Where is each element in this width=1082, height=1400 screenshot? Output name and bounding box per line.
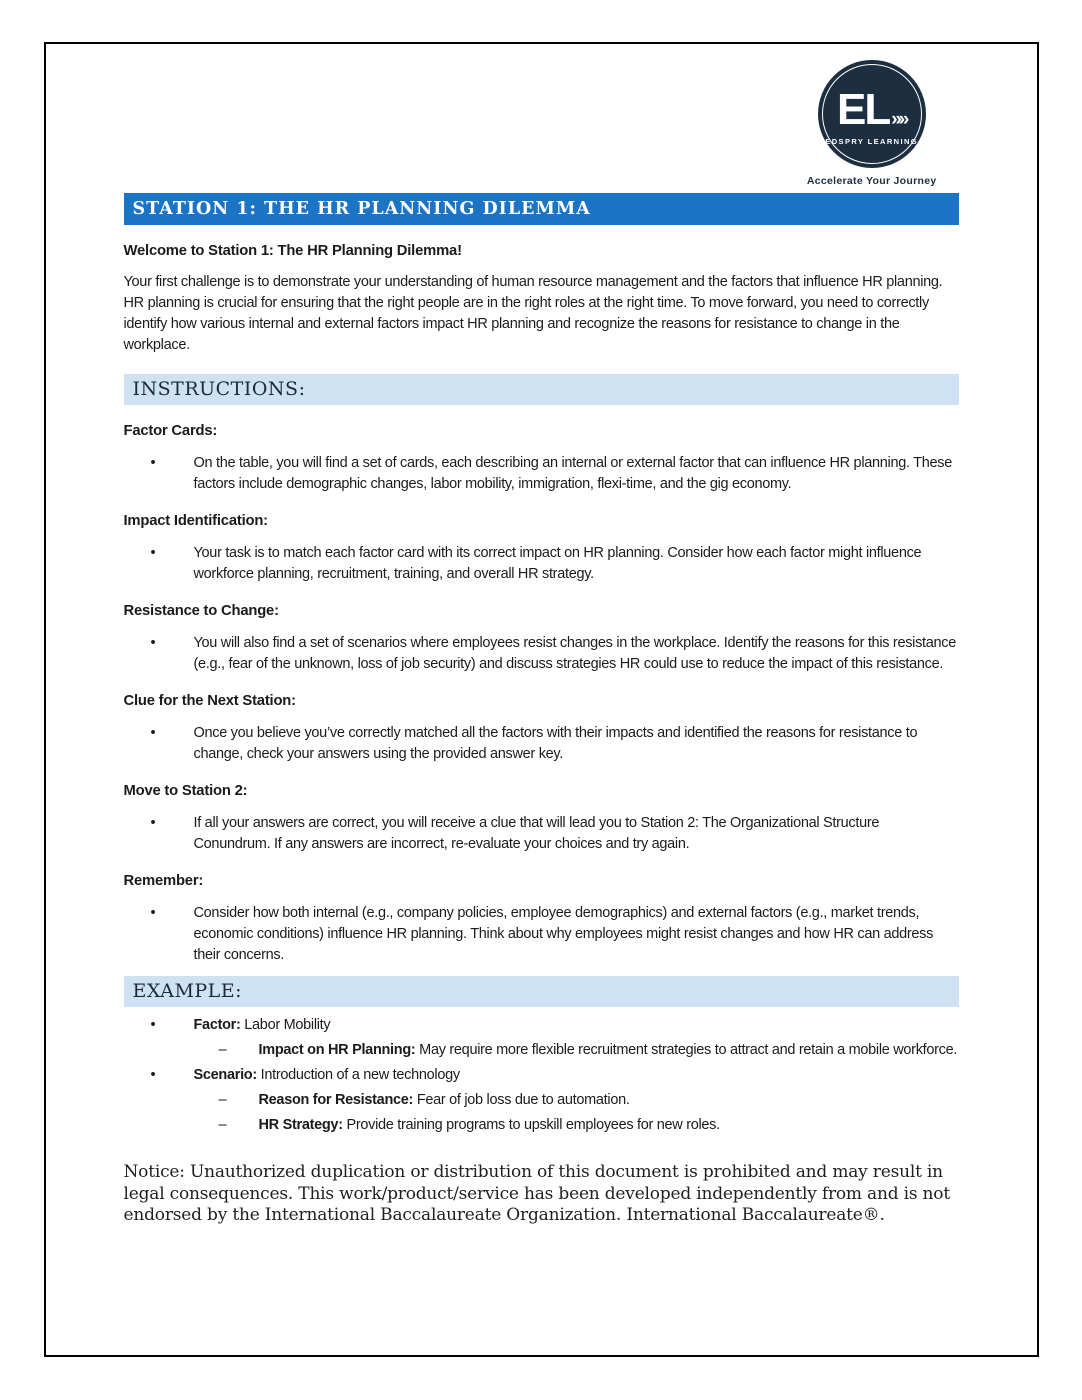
bullet-item: • Once you believe you’ve correctly matched all the factors with their impacts and identified the reasons for resistance to change, check your answers using the provided answer key. [124,723,959,765]
example-item [124,1015,959,1061]
welcome-heading: Welcome to Station 1: The HR Planning Dilemma! [123,243,462,259]
section-heading-impact-identification: Impact Identification: [123,513,268,529]
edspry-learning-logo [818,60,926,168]
bullet-item: • You will also find a set of scenarios where employees resist changes in the workplace. Identify the reasons for this resistance (e.g., fear of the unknown, loss of job security) and discuss strategies HR could use to reduce the impact of this resistance. [124,633,959,675]
example-subitem-label: Reason for Resistance: [258,1092,414,1108]
document-page [44,42,1039,1357]
logo-chevrons-icon: »» [891,109,907,130]
example-item-label: Factor: [193,1017,241,1033]
impact-identification-bullets [124,543,959,585]
example-item-label: Scenario: [193,1067,257,1083]
example-item-text: Labor Mobility [244,1017,331,1033]
example-subitem [194,1090,959,1111]
example-sublist [194,1040,959,1061]
bullet-item: • Consider how both internal (e.g., company policies, employee demographics) and external factors (e.g., market trends, economic conditions) influence HR planning. Think about why employees might resist changes and how HR can address their concerns. [124,903,959,966]
bullet-item: • On the table, you will find a set of cards, each describing an internal or external factor that can influence HR planning. These factors include demographic changes, labor mobility, immigration, flexi-time, and the gig economy. [124,453,959,495]
intro-paragraph: Your first challenge is to demonstrate your understanding of human resource management and the factors that influence HR planning. HR planning is crucial for ensuring that the right people are in the right roles at the right time. To move forward, you need to correctly identify how various internal and external factors impact HR planning and recognize the reasons for resistance to change in the workplace. [123,274,943,353]
clue-next-station-bullets [124,723,959,765]
example-subitem-text: May require more flexible recruitment strategies to attract and retain a mobile workforce. [419,1042,958,1058]
station-title-bar: STATION 1: THE HR PLANNING DILEMMA [124,193,959,225]
example-header: EXAMPLE: [124,976,959,1007]
section-heading-resistance-to-change: Resistance to Change: [123,603,279,619]
bullet-item: • If all your answers are correct, you will receive a clue that will lead you to Station 2: The Organizational Structure Conundrum. If any answers are incorrect, re-evaluate your choices and try again. [124,813,959,855]
example-subitem-text: Fear of job loss due to automation. [416,1092,630,1108]
section-heading-clue-next-station: Clue for the Next Station: [123,693,296,709]
factor-cards-bullets [124,453,959,495]
logo-monogram-row [836,85,907,134]
example-item [124,1065,959,1136]
example-subitem [194,1040,959,1061]
example-list [124,1015,959,1136]
example-subitem-text: Provide training programs to upskill employees for new roles. [346,1117,720,1133]
example-subitem [194,1115,959,1136]
document-content [46,193,1037,1227]
bullet-item: • Your task is to match each factor card with its correct impact on HR planning. Consider how each factor might influence workforce planning, recruitment, training, and overall HR strategy. [124,543,959,585]
notice-text: Notice: Unauthorized duplication or distribution of this document is prohibited and may result in legal consequences. This work/product/service has been developed independently from and is not endorsed by the International Baccalaureate Organization. International Baccalaureate®. [123,1162,950,1225]
remember-bullets [124,903,959,966]
example-item-text: Introduction of a new technology [260,1067,460,1083]
section-heading-move-station-2: Move to Station 2: [123,783,248,799]
instructions-header: INSTRUCTIONS: [124,374,959,405]
logo-column [807,60,937,187]
example-subitem-label: Impact on HR Planning: [258,1042,416,1058]
resistance-to-change-bullets [124,633,959,675]
section-heading-factor-cards: Factor Cards: [123,423,218,439]
example-sublist [194,1090,959,1136]
logo-tagline: Accelerate Your Journey [806,175,937,187]
logo [46,44,1037,191]
example-subitem-label: HR Strategy: [258,1117,343,1133]
logo-brand-name: EDSPRY LEARNING [825,137,919,146]
section-heading-remember: Remember: [123,873,204,889]
move-station-2-bullets [124,813,959,855]
logo-monogram: EL [836,85,890,134]
